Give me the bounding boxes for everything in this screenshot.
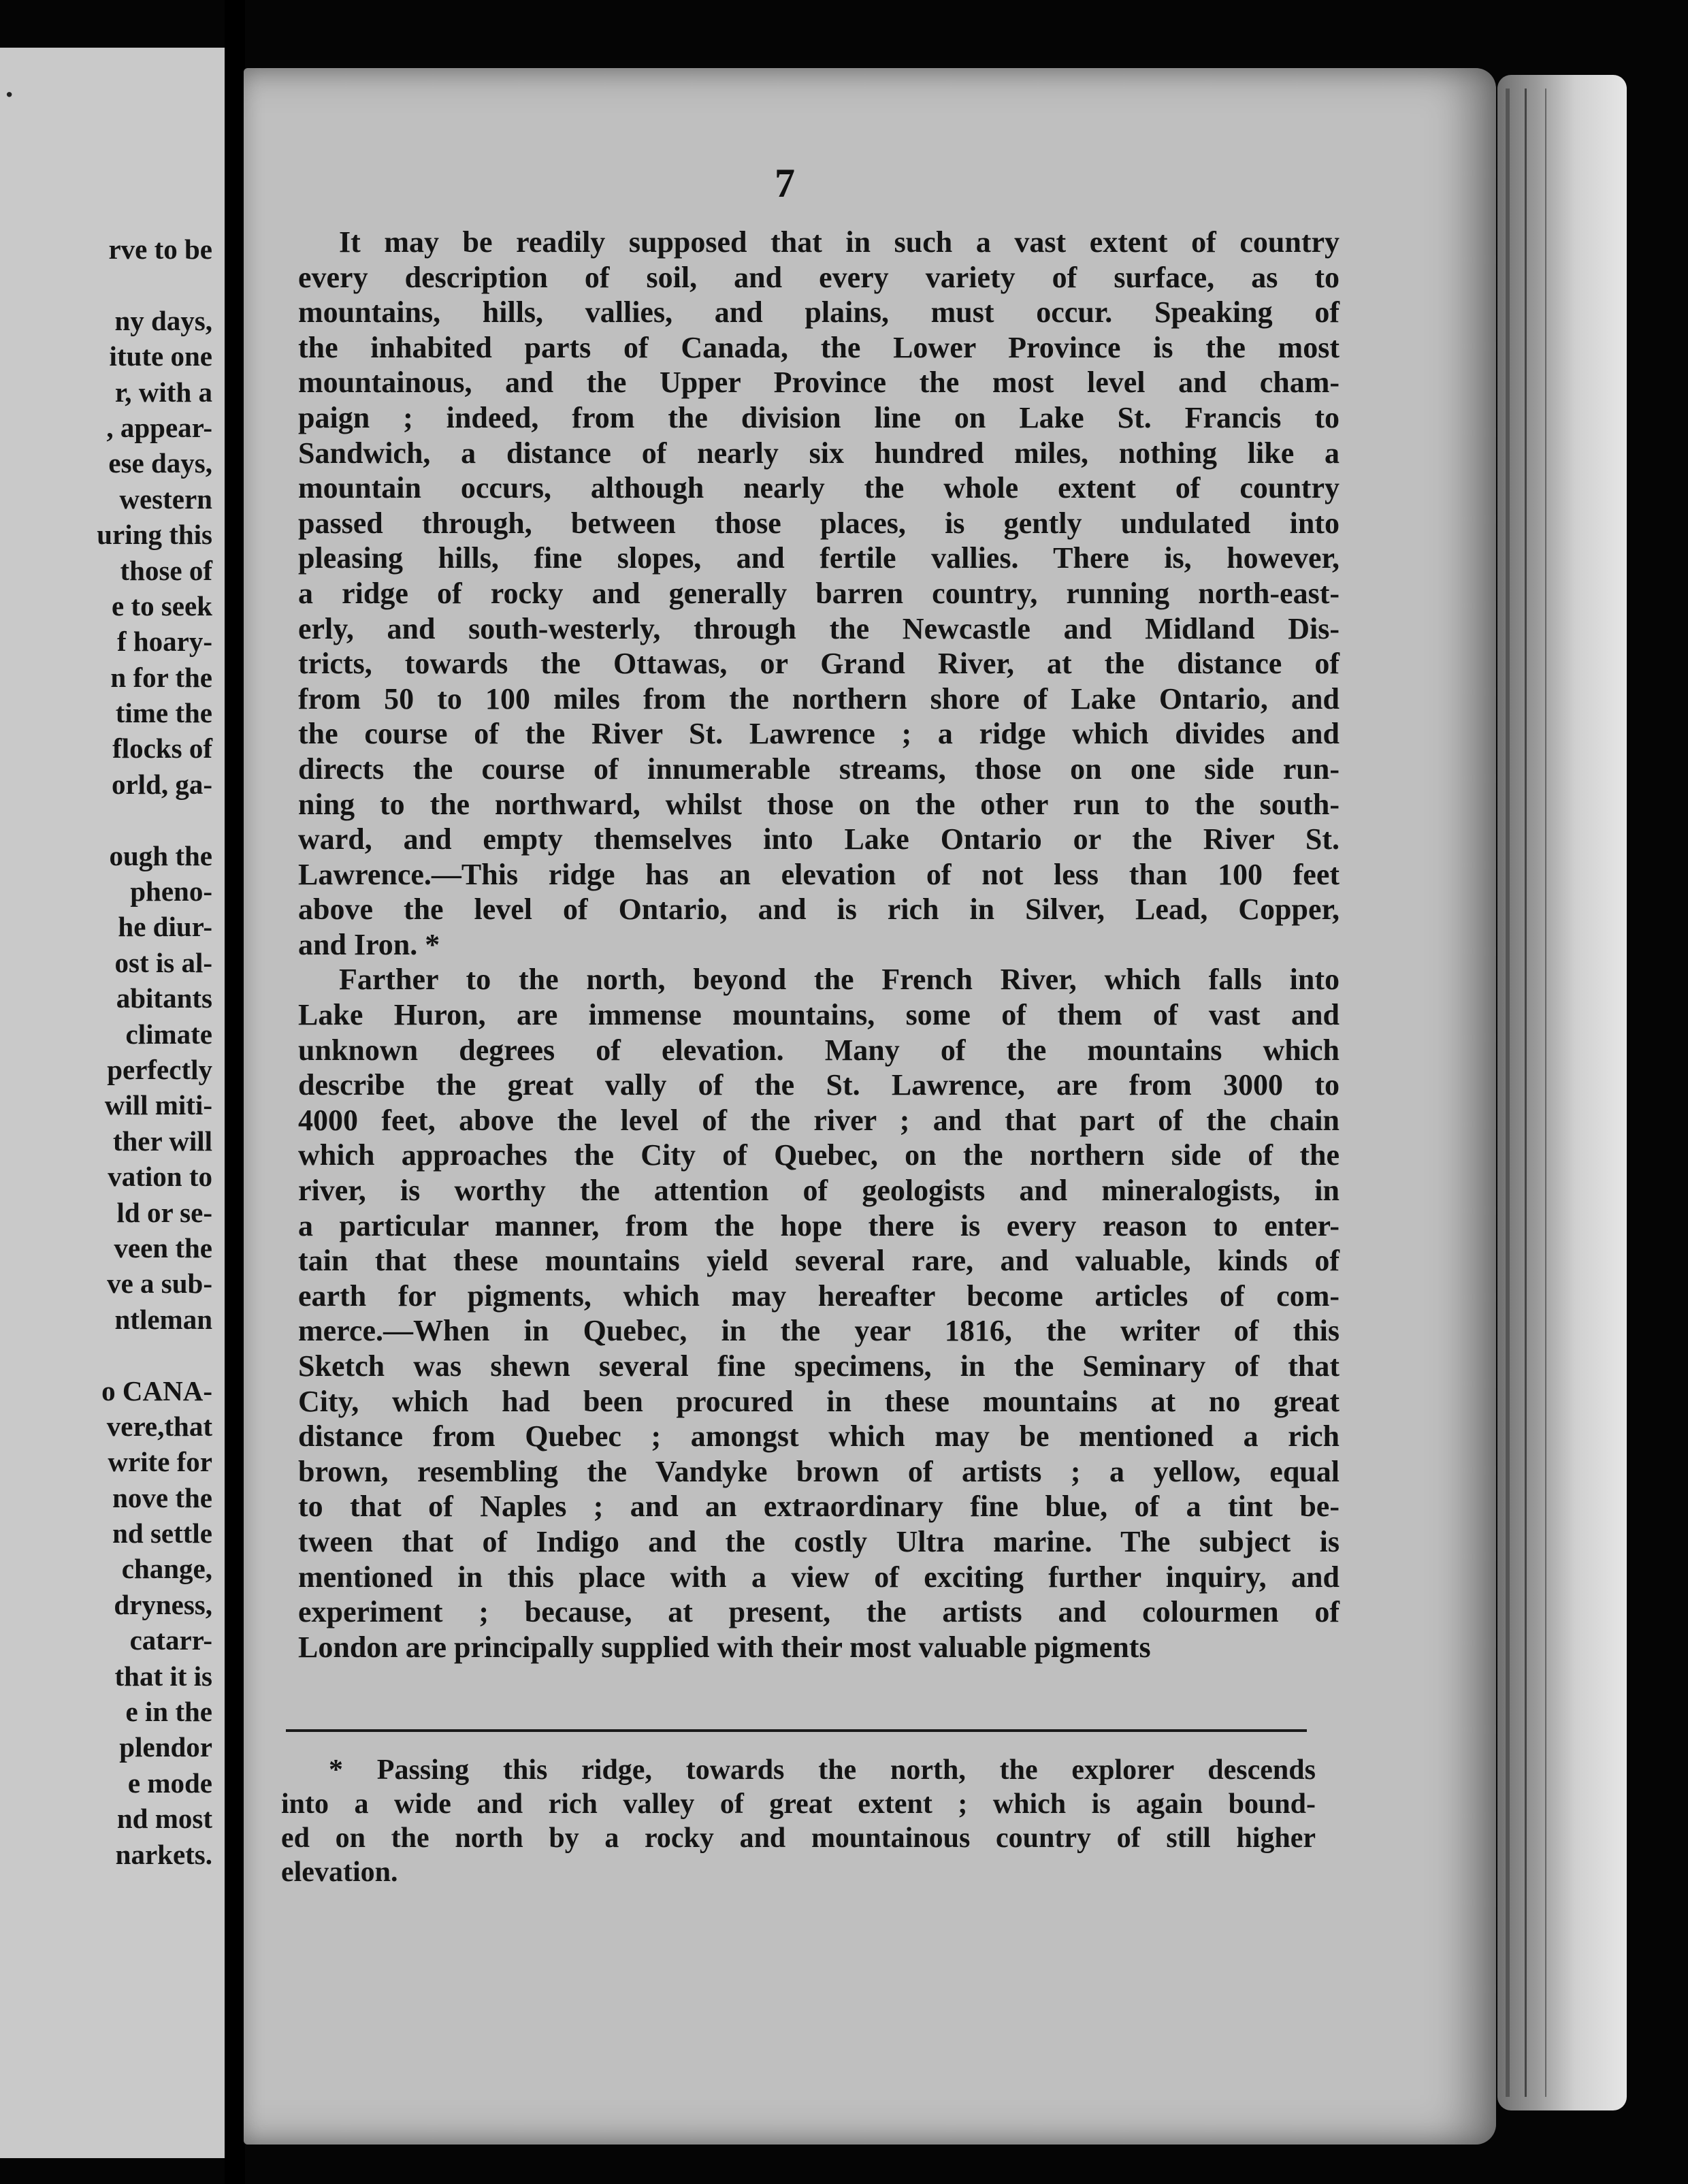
- facing-page-line: o CANA-: [101, 1375, 212, 1407]
- facing-page-line: [0, 1337, 212, 1372]
- text-line: from 50 to 100 miles from the northern shore of Lake Ontario, and: [298, 681, 1340, 716]
- facing-page-line: , appear-: [106, 411, 212, 443]
- footnote-line: into a wide and rich valley of great extent ; which is again bound-: [281, 1788, 1316, 1820]
- text-line: 4000 feet, above the level of the river ; and that part of the chain: [298, 1103, 1340, 1137]
- facing-page-line: vere,that: [106, 1410, 212, 1442]
- facing-page-line: perfectly: [107, 1053, 212, 1085]
- facing-page-line: ntleman: [114, 1303, 212, 1335]
- facing-page-line: nd most: [116, 1803, 212, 1835]
- text-line: tween that of Indigo and the costly Ultra marine. The subject is: [298, 1524, 1340, 1558]
- text-line: describe the great vally of the St. Lawrence, are from 3000 to: [298, 1068, 1340, 1102]
- facing-page-line: ny days,: [114, 304, 212, 336]
- text-line: paign ; indeed, from the division line on Lake St. Francis to: [298, 400, 1340, 434]
- text-line: experiment ; because, at present, the artists and colourmen of: [298, 1595, 1340, 1629]
- facing-page-line: ough the: [109, 839, 212, 871]
- facing-page-line: ve a sub-: [107, 1268, 212, 1300]
- text-line: mountain occurs, although nearly the whole extent of country: [298, 471, 1340, 505]
- facing-page-line: nd settle: [112, 1517, 212, 1549]
- footnote-line: * Passing this ridge, towards the north, the explorer descends: [329, 1754, 1316, 1786]
- facing-page-line: western: [119, 483, 212, 515]
- text-line: directs the course of innumerable streams, those on one side run-: [298, 752, 1340, 786]
- facing-page-line: e to seek: [111, 590, 212, 622]
- facing-page-line: narkets.: [115, 1838, 212, 1870]
- text-line: a particular manner, from the hope there is every reason to enter-: [298, 1208, 1340, 1242]
- text-line: and Iron. *: [298, 927, 440, 961]
- text-line: passed through, between those places, is gently undulated into: [298, 506, 1340, 540]
- text-line: above the level of Ontario, and is rich in Silver, Lead, Copper,: [298, 893, 1340, 927]
- footnote-line: ed on the north by a rocky and mountainous country of still higher: [281, 1822, 1316, 1854]
- text-line: mountains, hills, vallies, and plains, must occur. Speaking of: [298, 295, 1340, 330]
- facing-page-line: those of: [120, 554, 212, 586]
- text-line: tricts, towards the Ottawas, or Grand River, at the distance of: [298, 647, 1340, 681]
- facing-page-line: he diur-: [118, 911, 212, 943]
- facing-page-text: [0, 231, 212, 1872]
- facing-page-line: abitants: [116, 982, 212, 1014]
- text-line: City, which had been procured in these mountains at no great: [298, 1384, 1340, 1418]
- facing-page-line: ld or se-: [116, 1196, 212, 1228]
- text-line: the inhabited parts of Canada, the Lower Province is the most: [298, 330, 1340, 364]
- footnote: [281, 1753, 1316, 1889]
- facing-page-line: flocks of: [112, 733, 212, 765]
- text-line: a ridge of rocky and generally barren country, running north-east-: [298, 576, 1340, 610]
- footnote-line: elevation.: [281, 1857, 398, 1888]
- text-line: ward, and empty themselves into Lake Ontario or the River St.: [298, 822, 1340, 856]
- facing-page-line: rve to be: [108, 234, 212, 265]
- facing-page-line: [0, 802, 212, 837]
- facing-page-line: e mode: [127, 1767, 212, 1799]
- facing-page-line: will miti-: [104, 1089, 212, 1121]
- text-line: the course of the River St. Lawrence ; a ridge which divides and: [298, 717, 1340, 751]
- text-line: Farther to the north, beyond the French River, which falls into: [339, 963, 1340, 997]
- facing-page-line: ther will: [112, 1125, 212, 1157]
- text-line: every description of soil, and every variety of surface, as to: [298, 260, 1340, 294]
- text-line: to that of Naples ; and an extraordinary fine blue, of a tint be-: [298, 1490, 1340, 1524]
- text-line: tain that these mountains yield several rare, and valuable, kinds of: [298, 1244, 1340, 1278]
- facing-page-line: r, with a: [114, 376, 212, 408]
- facing-page-line: dryness,: [114, 1588, 212, 1620]
- facing-page-line: itute one: [109, 340, 212, 372]
- text-line: which approaches the City of Quebec, on the northern side of the: [298, 1138, 1340, 1172]
- text-line: Sketch was shewn several fine specimens, in the Seminary of that: [298, 1349, 1340, 1383]
- facing-page-line: f hoary-: [116, 626, 212, 658]
- facing-page-line: ese days,: [108, 447, 212, 479]
- text-line: pleasing hills, fine slopes, and fertile vallies. There is, however,: [298, 541, 1340, 575]
- facing-page-line: plendor: [119, 1731, 212, 1763]
- page-number: 7: [775, 161, 795, 206]
- facing-page-line: that it is: [114, 1660, 212, 1692]
- book-page: [244, 68, 1496, 2145]
- page-body-text: [298, 225, 1340, 1665]
- facing-page-line: n for the: [110, 661, 212, 693]
- text-line: merce.—When in Quebec, in the year 1816, the writer of this: [298, 1314, 1340, 1348]
- book-gutter: [225, 0, 245, 2184]
- page-mark: ·: [4, 77, 15, 112]
- facing-page-left: [0, 48, 225, 2158]
- facing-page-line: uring this: [97, 519, 212, 551]
- text-line: brown, resembling the Vandyke brown of artists ; a yellow, equal: [298, 1454, 1340, 1488]
- book-page-edges: [1497, 75, 1627, 2110]
- text-line: It may be readily supposed that in such a vast extent of country: [339, 225, 1340, 259]
- text-line: mentioned in this place with a view of exciting further inquiry, and: [298, 1560, 1340, 1594]
- text-line: mountainous, and the Upper Province the most level and cham-: [298, 366, 1340, 400]
- facing-page-line: [0, 267, 212, 302]
- facing-page-line: vation to: [108, 1161, 212, 1193]
- text-line: ning to the northward, whilst those on the other run to the south-: [298, 787, 1340, 821]
- text-line: unknown degrees of elevation. Many of the mountains which: [298, 1033, 1340, 1067]
- text-line: Lawrence.—This ridge has an elevation of not less than 100 feet: [298, 857, 1340, 891]
- text-line: Sandwich, a distance of nearly six hundred miles, nothing like a: [298, 436, 1340, 470]
- facing-page-line: catarr-: [129, 1624, 212, 1656]
- facing-page-line: orld, ga-: [111, 768, 212, 800]
- facing-page-line: pheno-: [130, 876, 212, 908]
- text-line: river, is worthy the attention of geologists and mineralogists, in: [298, 1174, 1340, 1208]
- facing-page-line: change,: [121, 1553, 212, 1585]
- facing-page-line: write for: [108, 1446, 212, 1478]
- text-line: erly, and south-westerly, through the Newcastle and Midland Dis-: [298, 611, 1340, 645]
- footnote-divider: [286, 1729, 1307, 1732]
- facing-page-line: e in the: [125, 1696, 212, 1728]
- facing-page-line: climate: [125, 1018, 212, 1050]
- facing-page-line: time the: [115, 697, 212, 729]
- facing-page-line: nove the: [112, 1481, 212, 1513]
- text-line: distance from Quebec ; amongst which may be mentioned a rich: [298, 1419, 1340, 1454]
- text-line: Lake Huron, are immense mountains, some of them of vast and: [298, 998, 1340, 1032]
- text-line: earth for pigments, which may hereafter become articles of com-: [298, 1279, 1340, 1313]
- text-line: London are principally supplied with their most valuable pigments: [298, 1630, 1151, 1664]
- facing-page-line: veen the: [114, 1232, 212, 1264]
- facing-page-line: ost is al-: [114, 946, 212, 978]
